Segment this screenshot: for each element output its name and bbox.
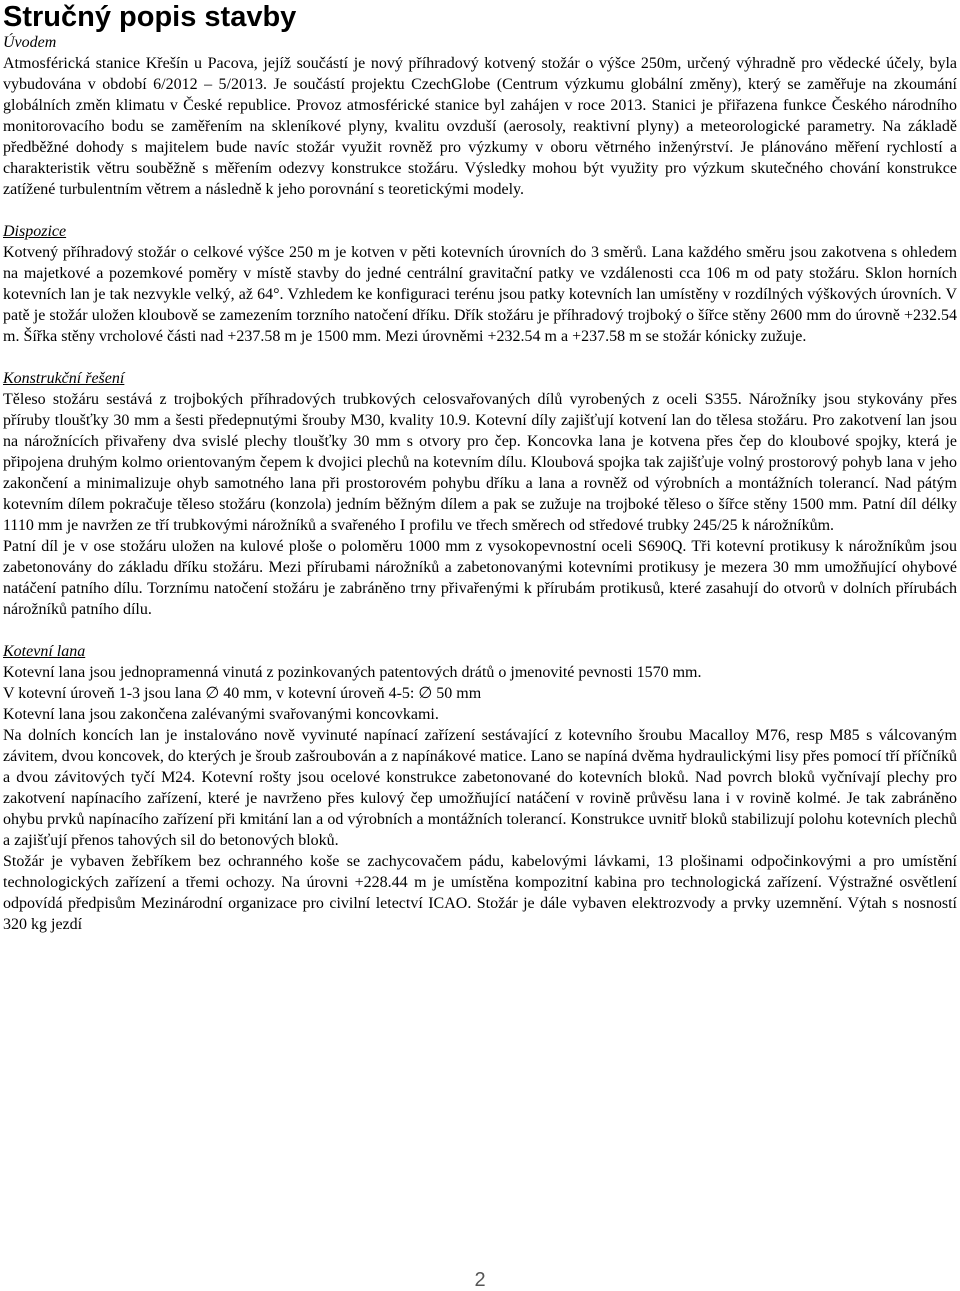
structure-paragraph-2: Patní díl je v ose stožáru uložen na kulové ploše o poloměru 1000 mm z vysokopevnostní oceli S690Q. Tři kotevní protikusy k nárožníkům jsou zabetonovány do základu dříku stožáru. Mezi přírubami nárožníků a zabetonovanými kotevními protikusy je mezera 30 mm umožňující ohybové natáčení patního dílu. Torznímu natočení stožáru je zabráněno trny přivařenými k přírubám protikusů, které zasahují do otvorů v dolních přírubách nárožníků patního dílu.: [3, 538, 957, 618]
cables-line-1: Kotevní lana jsou jednopramenná vinutá z pozinkovaných patentových drátů o jmenovité pevnosti 1570 mm.: [3, 664, 702, 681]
section-heading-cables: Kotevní lana: [3, 643, 86, 660]
cables-paragraph-1: Na dolních koncích lan je instalováno nově vyvinuté napínací zařízení sestávající z kotevního šroubu Macalloy M76, resp M85 s válcovaným závitem, dvou koncovek, do kterých je šroub zašroubován a z napínákové matice. Lano se napíná dvěma hydraulickými lisy přes pomocí tří příčníků a dvou závitových tyčí M24. Kotevní rošty jsou ocelové konstrukce zabetonované do kotevních bloků. Nad povrch bloků vyčnívají plechy pro zakotvení napínacího zařízení, které je navrženo přes kulový čep umožňující natáčení v rovině průvěsu lana i v rovině kolmé. Je tak zabráněno ohybu prvků napínacího zařízení při kmitání lan a od výrobních a montážních tolerancí. Konstrukce uvnitř bloků stabilizují polohu kotevních plechů a zajišťují přenos tahových sil do betonových bloků.: [3, 727, 957, 849]
document-body: [3, 32, 957, 935]
cables-line-3: Kotevní lana jsou zakončena zalévanými svařovanými koncovkami.: [3, 706, 439, 723]
structure-paragraph-1: Těleso stožáru sestává z trojbokých příhradových trubkových celosvařovaných dílů vyrobených z oceli S355. Nárožníky jsou stykovány přes příruby tloušťky 30 mm a šesti předepnutými šrouby M30, kvality 10.9. Kotevní díly zajišťují kotvení lan do tělesa stožáru. Pro zakotvení lan jsou na nárožnících přivařeny dva svislé plechy tloušťky 30 mm s otvory pro čep. Koncovka lana je kotvena přes čep do kloubové spojky, která je připojena druhým kolmo orientovaným čepem k dvojici plechů na kotevním dílu. Kloubová spojka tak zajišťuje volný prostorový pohyb lana v jeho zakončení a minimalizuje ohyb samotného lana při prostorovém pohybu dříku a lana a rovněž od výrobních a montážních tolerancí. Nad pátým kotevním dílem pokračuje těleso stožáru (konzola) jedním běžným dílem a pak se zužuje na trojboké těleso o šířce stěny 1500 mm. Patní díl délky 1110 mm je navržen ze tří trubkovými nárožníků a svařeného I profilu ve třech směrech od středové trubky 245/25 k nárožníkům.: [3, 391, 957, 534]
intro-paragraph: Atmosférická stanice Křešín u Pacova, jejíž součástí je nový příhradový kotvený stožár o výšce 250m, určený výhradně pro vědecké účely, byla vybudována v období 6/2012 – 5/2013. Je součástí projektu CzechGlobe (Centrum výzkumu globální změny), který se zaměřuje na zkoumání globálních změn klimatu v České republice. Provoz atmosférické stanice byl zahájen v roce 2013. Stanici je přiřazena funkce Českého národního monitorovacího bodu se zaměřením na skleníkové plyny, kvalitu ovzduší (aerosoly, reaktivní plyny) a meteorologické parametry. Na základě předběžné dohody s majitelem bude navíc stožár využit rovněž pro výzkumy v oboru větrného inženýrství. Je plánováno měření rychlostí a charakteristik větru souběžně s měřením odezvy konstrukce stožáru. Výsledky mohou být využity pro výzkum skutečného chování konstrukce zatížené turbulentním větrem a následně k jeho porovnání s teoretickými modely.: [3, 55, 957, 198]
section-heading-layout: Dispozice: [3, 223, 67, 240]
spacer: [3, 200, 957, 221]
page-title: Stručný popis stavby: [3, 1, 297, 33]
section-heading-intro: Úvodem: [3, 34, 57, 51]
spacer: [3, 620, 957, 641]
cables-line-2: V kotevní úroveň 1-3 jsou lana ∅ 40 mm, v kotevní úroveň 4-5: ∅ 50 mm: [3, 685, 482, 702]
cables-paragraph-2: Stožár je vybaven žebříkem bez ochranného koše se zachycovačem pádu, kabelovými lávkami, 13 plošinami odpočinkovými a pro umístění technologických zařízení a třemi ochozy. Na úrovni +228.44 m je umístěna kompozitní kabina pro technologická zařízení. Výstražné osvětlení odpovídá předpisům Mezinárodní organizace pro civilní letectví ICAO. Stožár je dále vybaven elektrozvody a prvky uzemnění. Výtah s nosností 320 kg jezdí: [3, 853, 957, 933]
page-number: 2: [474, 1269, 486, 1291]
spacer: [3, 347, 957, 368]
layout-paragraph: Kotvený příhradový stožár o celkové výšce 250 m je kotven v pěti kotevních úrovních do 3 směrů. Lana každého směru jsou zakotvena s ohledem na majetkové a pozemkové poměry v místě stavby do jedné centrální gravitační patky ve vzdálenosti cca 106 m od paty stožáru. Sklon horních kotevních lan je tak nezvykle velký, až 64°. Vzhledem ke konfiguraci terénu jsou patky kotevních lan umístěny v rozdílných výškových úrovních. V patě je stožár uložen kloubově se zamezením torzního natočení dříku. Dřík stožáru je příhradový trojboký o šířce stěny 2600 mm do úrovně +232.54 m. Šířka stěny vrcholové části nad +237.58 m je 1500 mm. Mezi úrovněmi +232.54 m a +237.58 m se stožár kónicky zužuje.: [3, 244, 957, 345]
section-heading-structure: Konstrukční řešení: [3, 370, 125, 387]
